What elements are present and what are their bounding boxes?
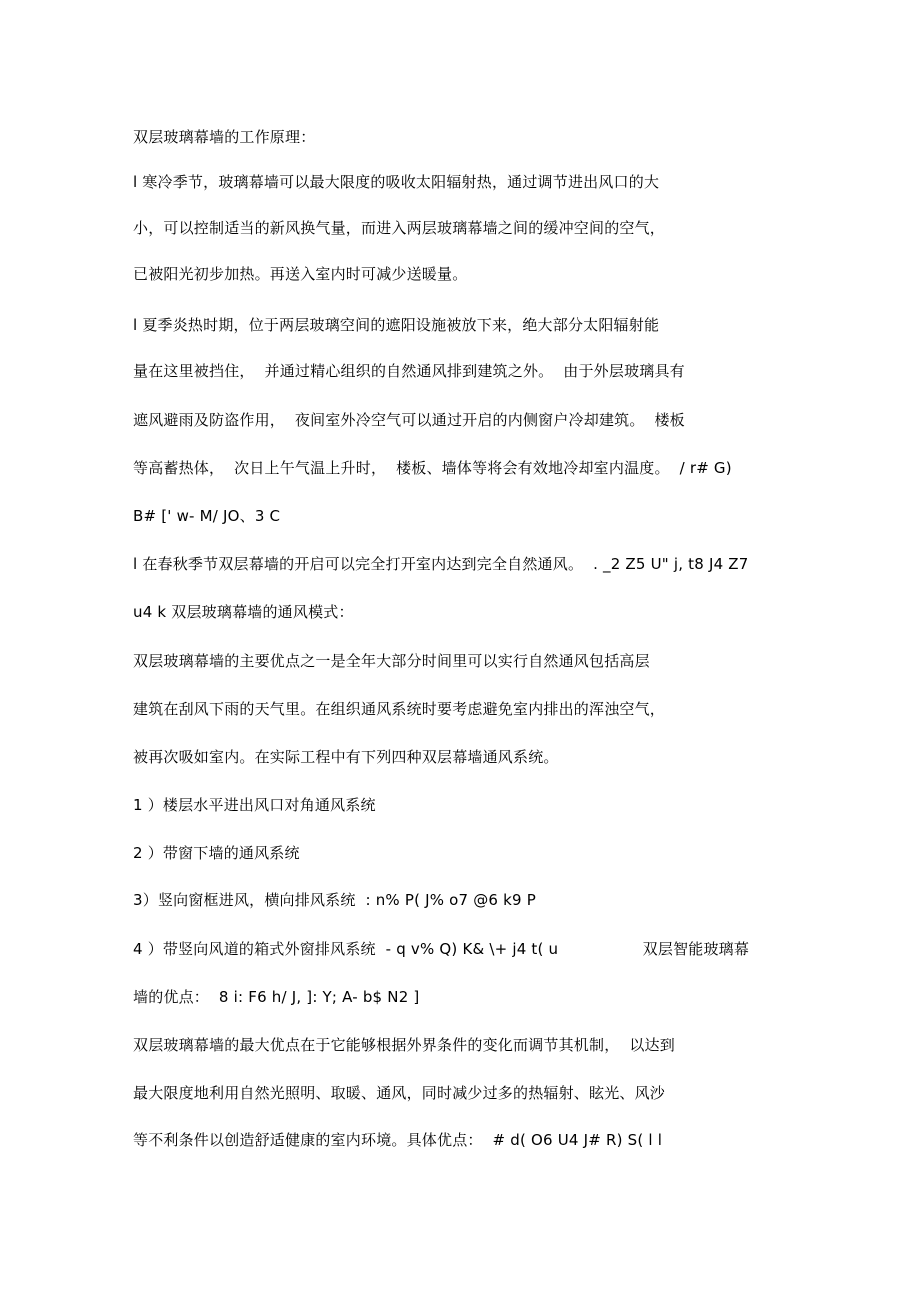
list-item: 2 ）带窗下墙的通风系统	[133, 844, 300, 862]
section-heading-ventilation-mode: u4 k 双层玻璃幕墙的通风模式：	[133, 603, 354, 621]
paragraph-line: l 在春秋季节双层幕墙的开启可以完全打开室内达到完全自然通风。 . _2 Z5 U" j, t8 J4 Z7	[133, 555, 749, 573]
paragraph-line: 量在这里被挡住， 并通过精心组织的自然通风排到建筑之外。 由于外层玻璃具有	[133, 362, 685, 380]
paragraph-line: l 夏季炎热时期，位于两层玻璃空间的遮阳设施被放下来，绝大部分太阳辐射能	[133, 316, 660, 334]
list-item: 1 ）楼层水平进出风口对角通风系统	[133, 796, 376, 814]
list-item: 4 ）带竖向风道的箱式外窗排风系统 - q v% Q) K& \+ j4 t( u 双层智能玻璃幕	[133, 940, 750, 958]
paragraph-line: 遮风避雨及防盗作用， 夜间室外冷空气可以通过开启的内侧窗户冷却建筑。 楼板	[133, 411, 685, 429]
paragraph-line: 被再次吸如室内。在实际工程中有下列四种双层幕墙通风系统。	[133, 748, 559, 766]
paragraph-line: l 寒冷季节，玻璃幕墙可以最大限度的吸收太阳辐射热，通过调节进出风口的大	[133, 173, 660, 191]
list-item: 3）竖向窗框进风，横向排风系统 : n% P( J% o7 @6 k9 P	[133, 891, 536, 909]
paragraph-line: 等不利条件以创造舒适健康的室内环境。具体优点： # d( O6 U4 J# R) S( l l	[133, 1131, 663, 1149]
paragraph-line: 双层玻璃幕墙的最大优点在于它能够根据外界条件的变化而调节其机制， 以达到	[133, 1036, 675, 1054]
paragraph-line: 双层玻璃幕墙的主要优点之一是全年大部分时间里可以实行自然通风包括高层	[133, 652, 650, 670]
paragraph-line: 等高蓄热体， 次日上午气温上升时， 楼板、墙体等将会有效地冷却室内温度。 / r# G)	[133, 459, 732, 477]
paragraph-line: 建筑在刮风下雨的天气里。在组织通风系统时要考虑避免室内排出的浑浊空气，	[133, 700, 666, 718]
section-heading-working-principle: 双层玻璃幕墙的工作原理：	[133, 128, 316, 146]
paragraph-line: 小，可以控制适当的新风换气量，而进入两层玻璃幕墙之间的缓冲空间的空气，	[133, 219, 666, 237]
paragraph-line: B# [' w- M/ JO、3 C	[133, 507, 281, 525]
paragraph-line: 最大限度地利用自然光照明、取暖、通风，同时减少过多的热辐射、眩光、风沙	[133, 1084, 666, 1102]
paragraph-line: 已被阳光初步加热。再送入室内时可减少送暖量。	[133, 265, 468, 283]
section-heading-advantages: 墙的优点： 8 i: F6 h/ J, ]: Y; A- b$ N2 ]	[133, 988, 420, 1006]
